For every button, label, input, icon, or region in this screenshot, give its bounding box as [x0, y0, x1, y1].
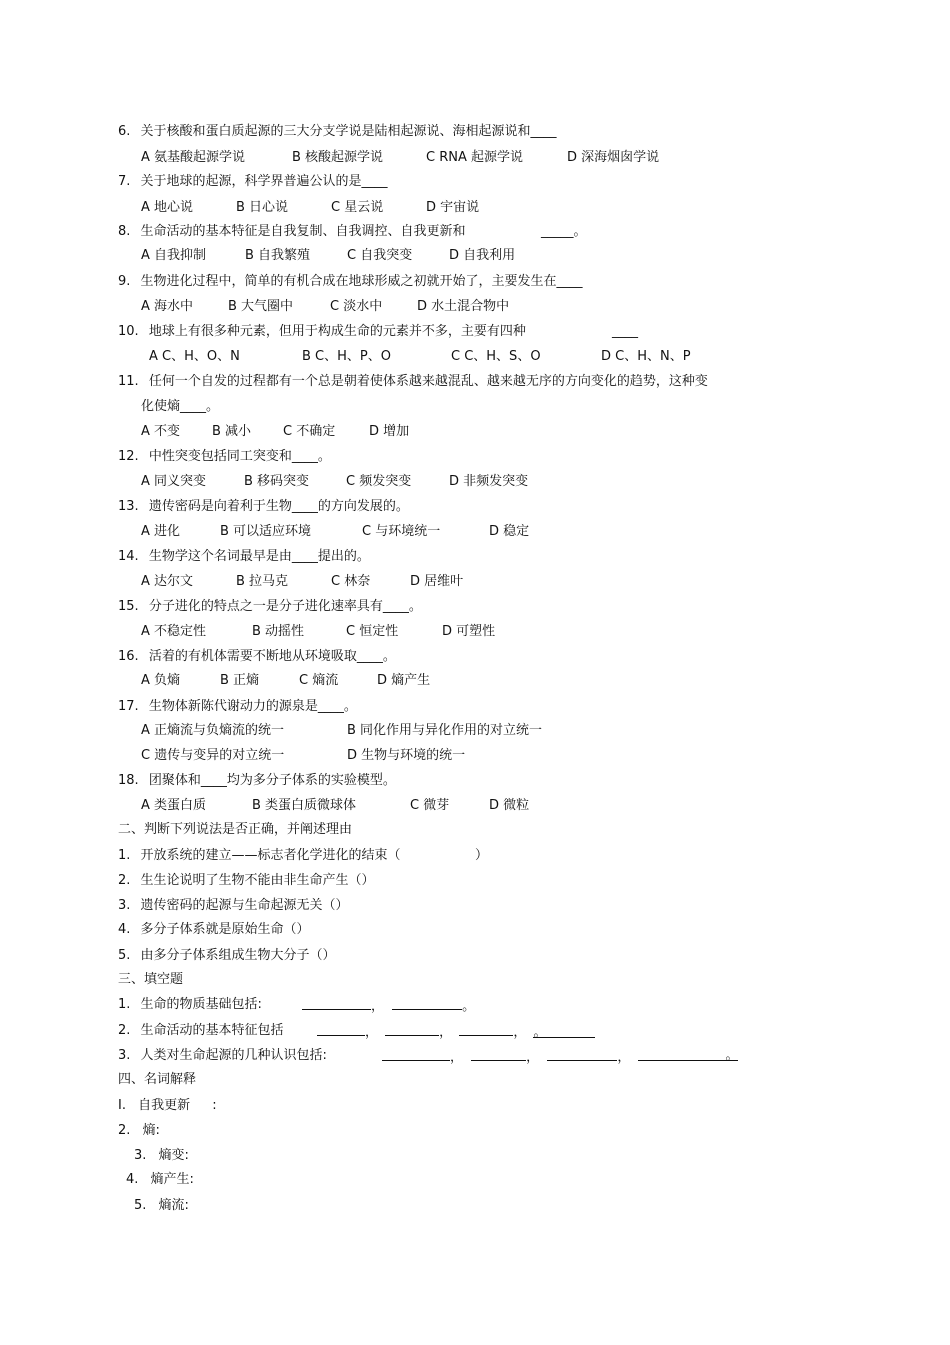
judge-item-1: [118, 848, 401, 864]
item-number: I.: [118, 1098, 126, 1113]
option-d: D 非频发突变: [449, 474, 529, 489]
question-text: 团聚体和____均为多分子体系的实验模型。: [148, 773, 396, 788]
question-text: 遗传密码是向着利于生物____的方向发展的。: [148, 499, 409, 514]
option-b: B 移码突变: [244, 474, 310, 489]
option-b: B 正熵: [220, 673, 260, 688]
option-c: C 频发突变: [346, 474, 412, 489]
option-b: B C、H、P、O: [302, 349, 391, 364]
separator: ，: [365, 1025, 379, 1040]
blank-line: [638, 1048, 738, 1061]
option-d: D 深海烟囱学说: [567, 150, 660, 165]
question-number: 16.: [118, 649, 139, 664]
blank-line: [533, 1025, 595, 1038]
option-b: B 减小: [212, 424, 252, 439]
closing-paren: ）: [475, 848, 489, 863]
option-c: C 遗传与变异的对立统一: [141, 748, 285, 763]
fill-item-3: [118, 1048, 327, 1064]
option-b: B 自我繁殖: [245, 248, 311, 263]
option-b: B 大气圈中: [228, 299, 294, 314]
question-number: 14.: [118, 549, 139, 564]
term-item-4: [126, 1172, 194, 1188]
item-number: 5.: [118, 948, 131, 963]
separator: ，: [513, 1025, 527, 1040]
separator: 。: [462, 999, 476, 1014]
option-d: D 自我利用: [449, 248, 516, 263]
option-c: C C、H、S、O: [451, 349, 541, 364]
option-a: A 地心说: [141, 200, 194, 215]
question-text: 中性突变包括同工突变和____。: [148, 449, 331, 464]
blank-line: [459, 1023, 513, 1036]
option-d: D 宇宙说: [426, 200, 480, 215]
option-a: A 海水中: [141, 299, 194, 314]
question-text: 生物学这个名词最早是由____提出的。: [148, 549, 370, 564]
question-16: [118, 649, 396, 665]
item-number: 3.: [118, 1048, 131, 1063]
option-a: A 类蛋白质: [141, 798, 207, 813]
option-c: C RNA 起源学说: [426, 150, 523, 165]
option-b: B 类蛋白质微球体: [252, 798, 357, 813]
separator: ，: [450, 1050, 464, 1065]
item-text: 自我更新: [138, 1098, 191, 1113]
question-14: [118, 549, 370, 565]
option-a: A 自我抑制: [141, 248, 207, 263]
option-c: C 不确定: [283, 424, 336, 439]
option-c: C 与环境统一: [362, 524, 441, 539]
option-a: A 同义突变: [141, 474, 207, 489]
judge-item-2: [118, 873, 375, 889]
section-2-title: 二、判断下列说法是否正确，并阐述理由: [118, 822, 353, 837]
question-text: 地球上有很多种元素，但用于构成生命的元素并不多，主要有四种: [148, 324, 526, 339]
option-d: D 水土混合物中: [417, 299, 510, 314]
judge-item-4: [118, 922, 310, 938]
option-d: D 微粒: [489, 798, 530, 813]
question-text: 生物体新陈代谢动力的源泉是____。: [148, 699, 357, 714]
item-text: 遗传密码的起源与生命起源无关（）: [140, 898, 349, 913]
item-number: 4.: [118, 922, 131, 937]
separator: ，: [526, 1050, 540, 1065]
option-d: D 可塑性: [442, 624, 496, 639]
question-number: 8.: [118, 224, 131, 239]
option-c: C 熵流: [299, 673, 339, 688]
blank-line: [317, 1023, 365, 1036]
question-12: [118, 449, 331, 465]
item-number: 2.: [118, 873, 131, 888]
option-c: C 淡水中: [330, 299, 383, 314]
question-text: 分子进化的特点之一是分子进化速率具有____。: [148, 599, 422, 614]
option-d: D 居维叶: [410, 574, 464, 589]
item-text: 生生论说明了生物不能由非生命产生（）: [140, 873, 375, 888]
fill-item-1: [118, 997, 262, 1013]
separator: ，: [439, 1025, 453, 1040]
question-text: 关于核酸和蛋白质起源的三大分支学说是陆相起源说、海相起源说和____: [140, 124, 557, 139]
question-6: [118, 124, 557, 140]
question-10: [118, 324, 526, 340]
option-d: D 生物与环境的统一: [347, 748, 466, 763]
question-text: 关于地球的起源，科学界普遍公认的是____: [140, 174, 388, 189]
question-11: [118, 374, 708, 390]
item-text: 生命的物质基础包括:: [140, 997, 262, 1012]
item-number: 2.: [118, 1023, 131, 1038]
separator: ，: [617, 1050, 631, 1065]
item-text: 熵:: [142, 1123, 160, 1138]
blank-line: [471, 1048, 526, 1061]
question-number: 9.: [118, 274, 131, 289]
item-number: 2.: [118, 1123, 131, 1138]
question-11-continuation: 化使熵____。: [141, 399, 220, 414]
section-4-title: 四、名词解释: [118, 1072, 197, 1087]
option-b: B 核酸起源学说: [292, 150, 384, 165]
question-9: [118, 274, 583, 290]
question-text: 任何一个自发的过程都有一个总是朝着使体系越来越混乱、越来越无序的方向变化的趋势，这种变: [148, 374, 708, 389]
option-c: C 林奈: [331, 574, 371, 589]
answer-blank: ____: [612, 324, 638, 339]
blank-line: [302, 997, 371, 1010]
option-b: B 动摇性: [252, 624, 305, 639]
option-a: A 进化: [141, 524, 181, 539]
blank-line: [385, 1023, 439, 1036]
item-text: 开放系统的建立——标志者化学进化的结束（: [140, 848, 401, 863]
answer-blank: _____。: [541, 224, 587, 239]
question-15: [118, 599, 422, 615]
item-text: 人类对生命起源的几种认识包括:: [140, 1048, 327, 1063]
option-a: A 不变: [141, 424, 181, 439]
item-colon: :: [212, 1098, 217, 1113]
question-text: 活着的有机体需要不断地从环境吸取____。: [148, 649, 396, 664]
question-number: 10.: [118, 324, 139, 339]
term-item-2: [118, 1123, 160, 1139]
item-number: 4.: [126, 1172, 139, 1187]
item-text: 生命活动的基本特征包括: [140, 1023, 284, 1038]
item-number: 3.: [118, 898, 131, 913]
item-number: 1.: [118, 848, 131, 863]
question-text: 生命活动的基本特征是自我复制、自我调控、自我更新和: [140, 224, 466, 239]
term-item-5: [134, 1198, 189, 1214]
fill-blanks-2: [317, 1023, 595, 1041]
option-a: A 达尔文: [141, 574, 194, 589]
question-7: [118, 174, 388, 190]
blank-line: [547, 1048, 617, 1061]
question-number: 18.: [118, 773, 139, 788]
question-number: 13.: [118, 499, 139, 514]
option-d: D C、H、N、P: [601, 349, 691, 364]
option-d: D 熵产生: [377, 673, 431, 688]
option-a: A 正熵流与负熵流的统一: [141, 723, 285, 738]
fill-blanks-1: [302, 997, 475, 1015]
option-d: D 稳定: [489, 524, 530, 539]
question-18: [118, 773, 396, 789]
blank-line: [392, 997, 462, 1010]
option-d: D 增加: [369, 424, 410, 439]
option-b: B 拉马克: [236, 574, 289, 589]
term-item-3: [134, 1148, 189, 1164]
question-text: 生物进化过程中，简单的有机合成在地球形威之初就开始了，主要发生在____: [140, 274, 583, 289]
option-a: A 负熵: [141, 673, 181, 688]
option-a: A 不稳定性: [141, 624, 207, 639]
section-3-title: 三、填空题: [118, 972, 184, 987]
question-number: 7.: [118, 174, 131, 189]
question-8: [118, 224, 466, 240]
item-text: 多分子体系就是原始生命（）: [140, 922, 310, 937]
question-number: 6.: [118, 124, 131, 139]
question-17: [118, 699, 357, 715]
option-a: A 氨基酸起源学说: [141, 150, 246, 165]
fill-blanks-3: [382, 1048, 738, 1066]
item-number: 3.: [134, 1148, 147, 1163]
question-number: 17.: [118, 699, 139, 714]
option-b: B 同化作用与异化作用的对立统一: [347, 723, 543, 738]
option-c: C 微芽: [410, 798, 450, 813]
option-c: C 自我突变: [347, 248, 413, 263]
option-c: C 恒定性: [346, 624, 399, 639]
blank-line: [382, 1048, 450, 1061]
separator: 。: [725, 1048, 739, 1063]
item-text: 熵产生:: [150, 1172, 194, 1187]
option-c: C 星云说: [331, 200, 384, 215]
fill-item-2: [118, 1023, 284, 1039]
term-item-1: [118, 1098, 217, 1114]
separator: 。: [533, 1025, 547, 1040]
option-b: B 可以适应环境: [220, 524, 312, 539]
item-text: 熵流:: [158, 1198, 189, 1213]
item-text: 熵变:: [158, 1148, 189, 1163]
item-number: 5.: [134, 1198, 147, 1213]
question-number: 11.: [118, 374, 139, 389]
judge-item-5: [118, 948, 336, 964]
item-number: 1.: [118, 997, 131, 1012]
question-number: 12.: [118, 449, 139, 464]
separator: ，: [371, 999, 385, 1014]
question-13: [118, 499, 409, 515]
option-b: B 日心说: [236, 200, 289, 215]
option-a: A C、H、O、N: [149, 349, 240, 364]
item-text: 由多分子体系组成生物大分子（）: [140, 948, 336, 963]
judge-item-3: [118, 898, 349, 914]
question-number: 15.: [118, 599, 139, 614]
